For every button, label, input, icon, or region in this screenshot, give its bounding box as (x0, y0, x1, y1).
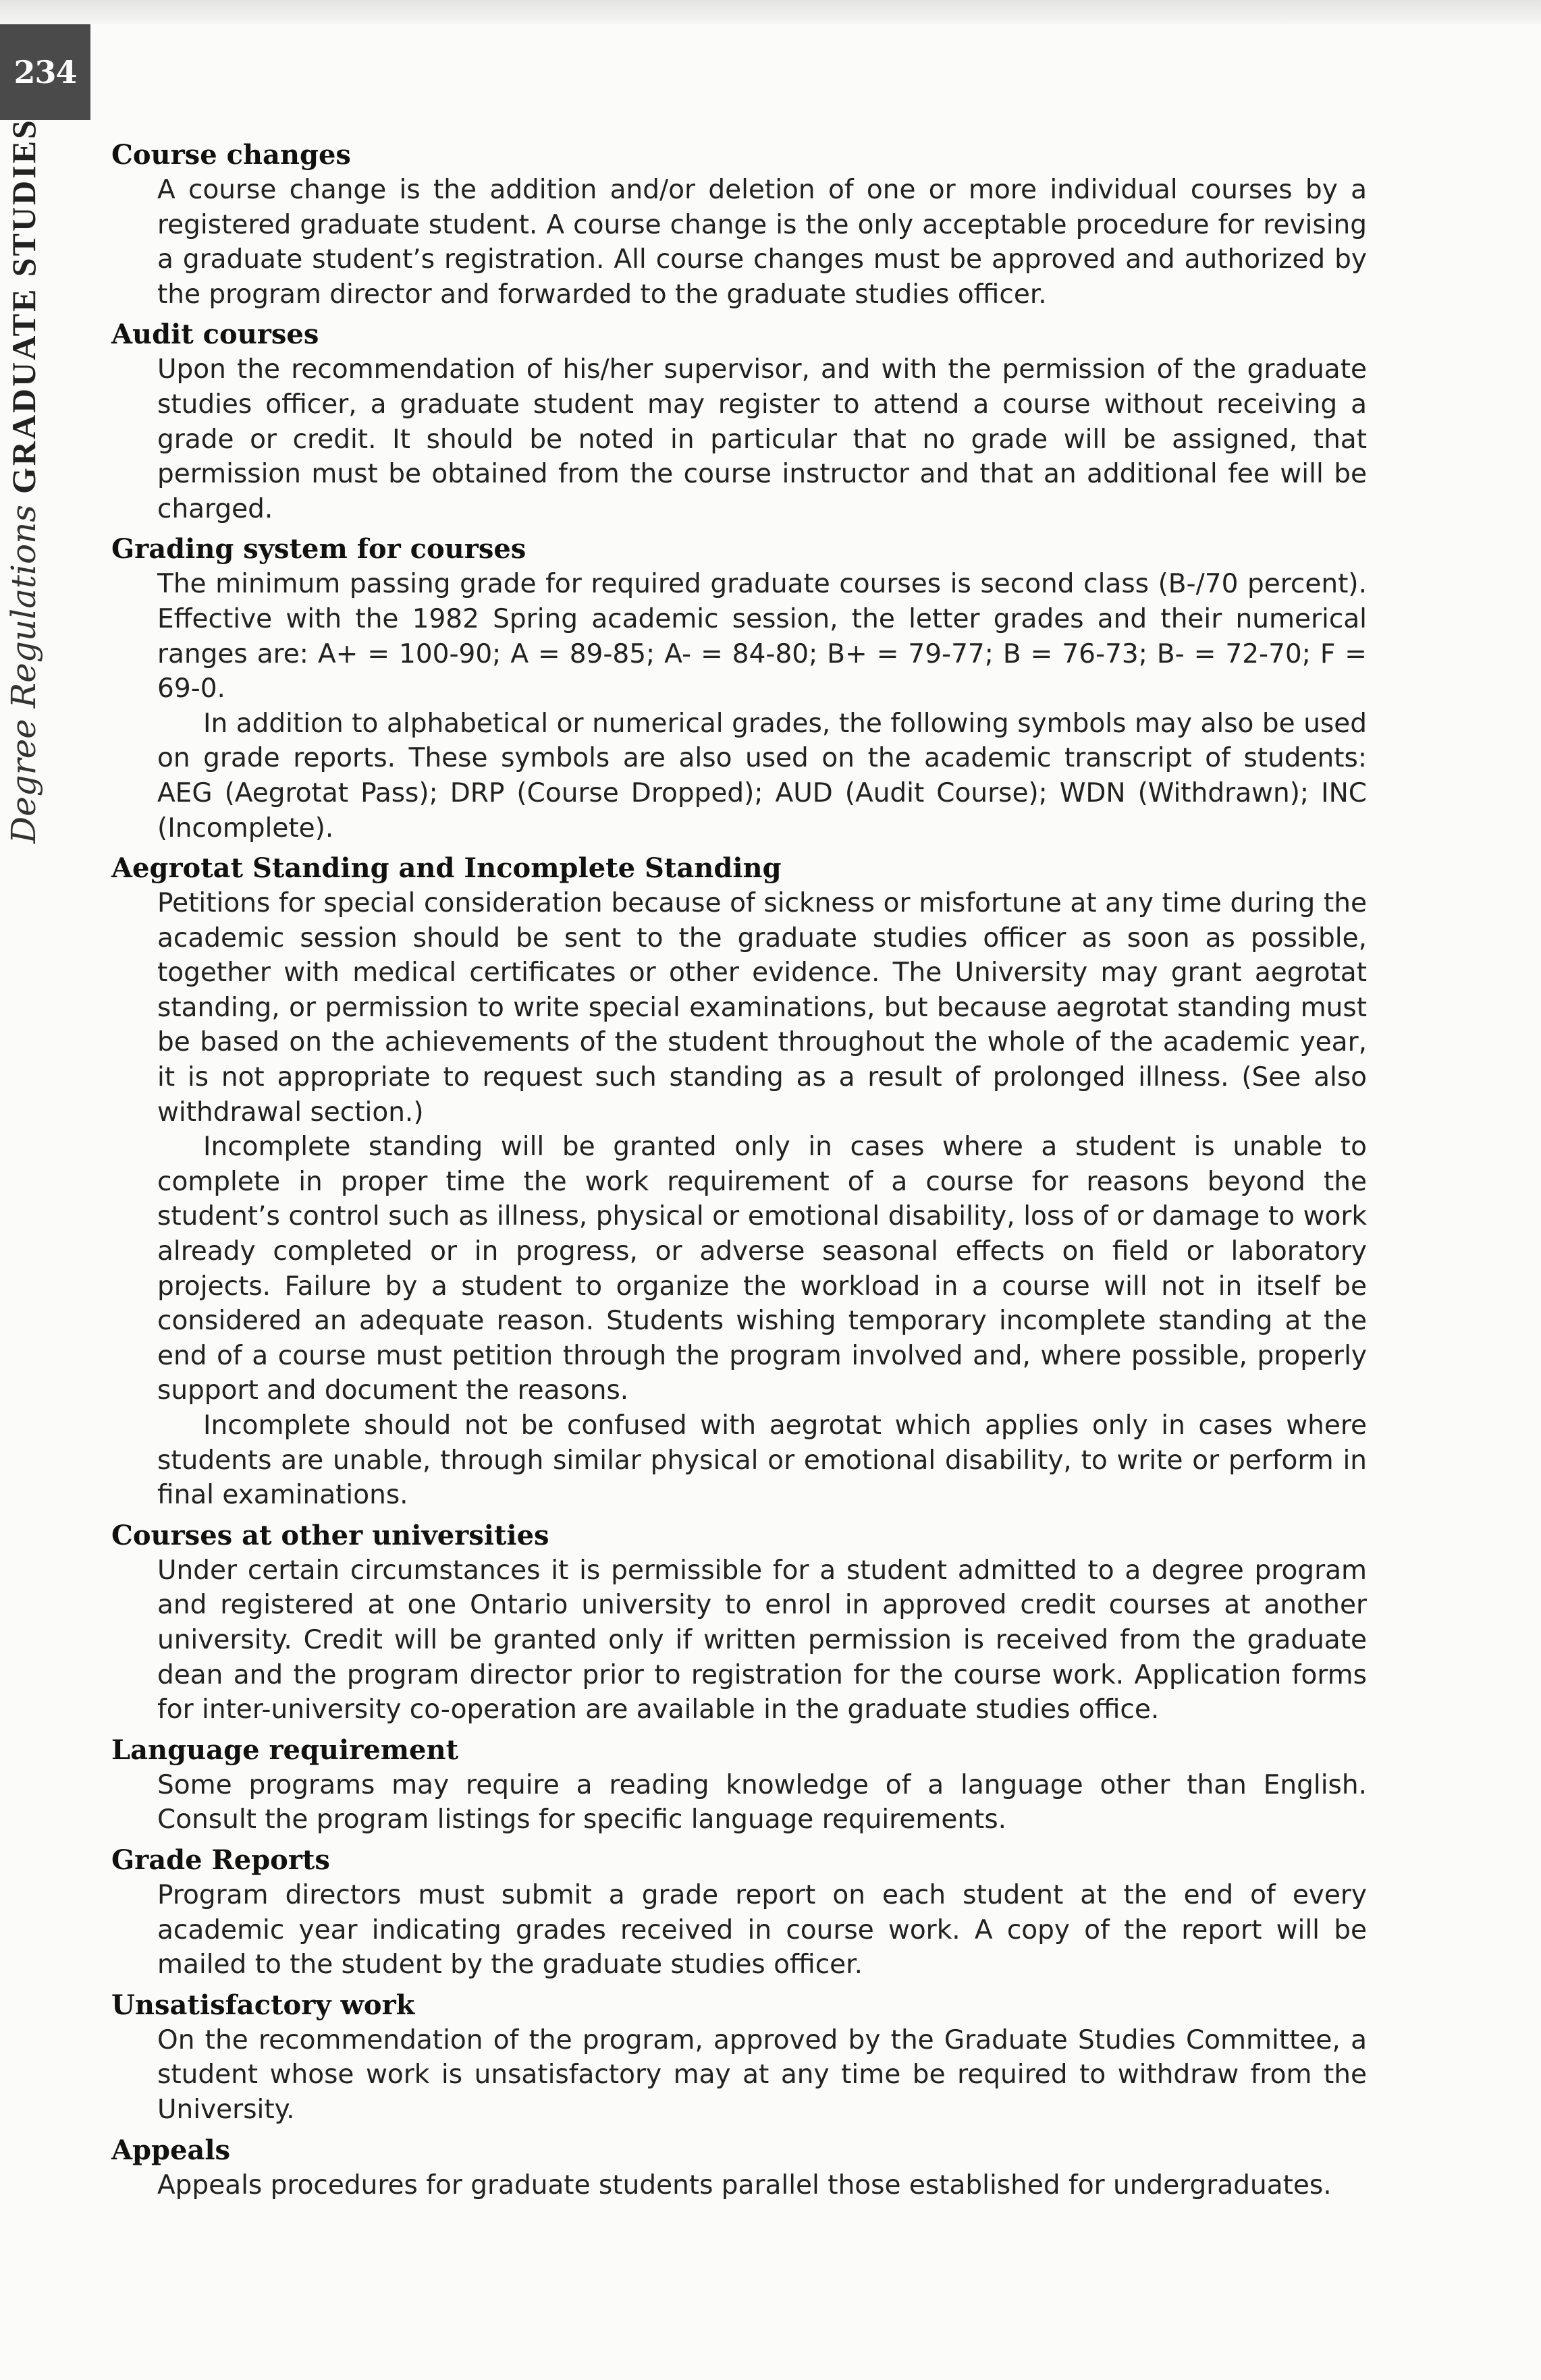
paragraph: In addition to alphabetical or numerical grades, the following symbols may also be used on grade reports. These symbols are also used on the academic transcript of students: AEG (Aegrotat Pass); DRP (Course Dropped); AUD (Audit Course); WDN (Withdrawn); INC (Incomplete). (157, 708, 1367, 843)
section-language-requirement (111, 1733, 1367, 1837)
section-heading: Appeals (111, 2134, 231, 2166)
section-course-changes (111, 138, 1367, 312)
section-heading: Grade Reports (111, 1844, 330, 1876)
paragraph: Incomplete standing will be granted only in cases where a student is unable to complete in proper time the work requirement of a course for reasons beyond the student’s control such as illness, physical or emotional disability, loss of or damage to work already completed or in progress, or adverse seasonal effects on field or laboratory projects. Failure by a student to organize the workload in a course will not in itself be considered an adequate reason. Students wishing temporary incomplete standing at the end of a course must petition through the program involved and, where possible, properly support and document the reasons. (157, 1132, 1367, 1406)
page-body (111, 138, 1367, 2203)
section-aegrotat-incomplete (111, 851, 1367, 1513)
paragraph: Under certain circumstances it is permissible for a student admitted to a degree program and registered at one Ontario university to enrol in approved credit courses at another university. Credit will be granted only if written permission is received from the graduate dean and the program director prior to registration for the course work. Application forms for inter-university co-operation are available in the graduate studies office. (157, 1555, 1367, 1725)
section-grade-reports (111, 1843, 1367, 1983)
section-unsatisfactory-work (111, 1988, 1367, 2128)
section-heading: Grading system for courses (111, 533, 526, 565)
section-other-universities (111, 1518, 1367, 1727)
running-head-section-italic: Degree Regulations (4, 505, 43, 843)
section-grading-system (111, 532, 1367, 846)
section-heading: Courses at other universities (111, 1519, 549, 1551)
running-head-text (0, 118, 47, 843)
section-heading: Unsatisfactory work (111, 1989, 415, 2021)
section-heading: Audit courses (111, 319, 319, 351)
paragraph: A course change is the addition and/or deletion of one or more individual courses by a registered graduate student. A course change is the only acceptable procedure for revising a graduate student’s registration. All course changes must be approved and authorized by the program director and forwarded to the graduate studies officer. (157, 175, 1367, 310)
paragraph: Petitions for special consideration because of sickness or misfortune at any time during the academic session should be sent to the graduate studies officer as soon as possible, together with medical certificates or other evidence. The University may grant aegrotat standing, or permission to write special examinations, but because aegrotat standing must be based on the achievements of the student throughout the whole of the academic year, it is not appropriate to request such standing as a result of prolonged illness. (See also withdrawal section.) (157, 888, 1367, 1128)
top-scan-edge (0, 0, 1541, 24)
running-head-section-caps: GRADUATE STUDIES (5, 118, 43, 495)
paragraph: On the recommendation of the program, approved by the Graduate Studies Committee, a student whose work is unsatisfactory may at any time be required to withdraw from the University. (157, 2024, 1367, 2125)
paragraph: Upon the recommendation of his/her supervisor, and with the permission of the graduate studies officer, a graduate student may register to attend a course without receiving a grade or credit. It should be noted in particular that no grade will be assigned, that permission must be obtained from the course instructor and that an additional fee will be charged. (157, 354, 1367, 524)
section-audit-courses (111, 317, 1367, 526)
paragraph: Incomplete should not be confused with aegrotat which applies only in cases where students are unable, through similar physical or emotional disability, to write or perform in final examinations. (157, 1410, 1367, 1511)
section-heading: Language requirement (111, 1734, 459, 1766)
paragraph: Program directors must submit a grade report on each student at the end of every academic year indicating grades received in course work. A copy of the report will be mailed to the student by the graduate studies officer. (157, 1879, 1367, 1981)
section-heading: Aegrotat Standing and Incomplete Standing (111, 852, 782, 885)
paragraph: Some programs may require a reading knowledge of a language other than English. Consult the program listings for specific language requirements. (157, 1769, 1367, 1835)
paragraph: The minimum passing grade for required graduate courses is second class (B-/70 percent). Effective with the 1982 Spring academic session, the letter grades and their numerical ranges are: A+ = 100-90; A = 89-85; A- = 84-80; B+ = 79-77; B = 76-73; B- = 72-70; F = 69-0. (157, 569, 1367, 704)
section-heading: Course changes (111, 139, 351, 171)
page-number: 234 (0, 24, 90, 120)
running-head (0, 118, 47, 843)
paragraph: Appeals procedures for graduate students parallel those established for undergraduates. (157, 2169, 1332, 2201)
section-appeals (111, 2133, 1367, 2203)
